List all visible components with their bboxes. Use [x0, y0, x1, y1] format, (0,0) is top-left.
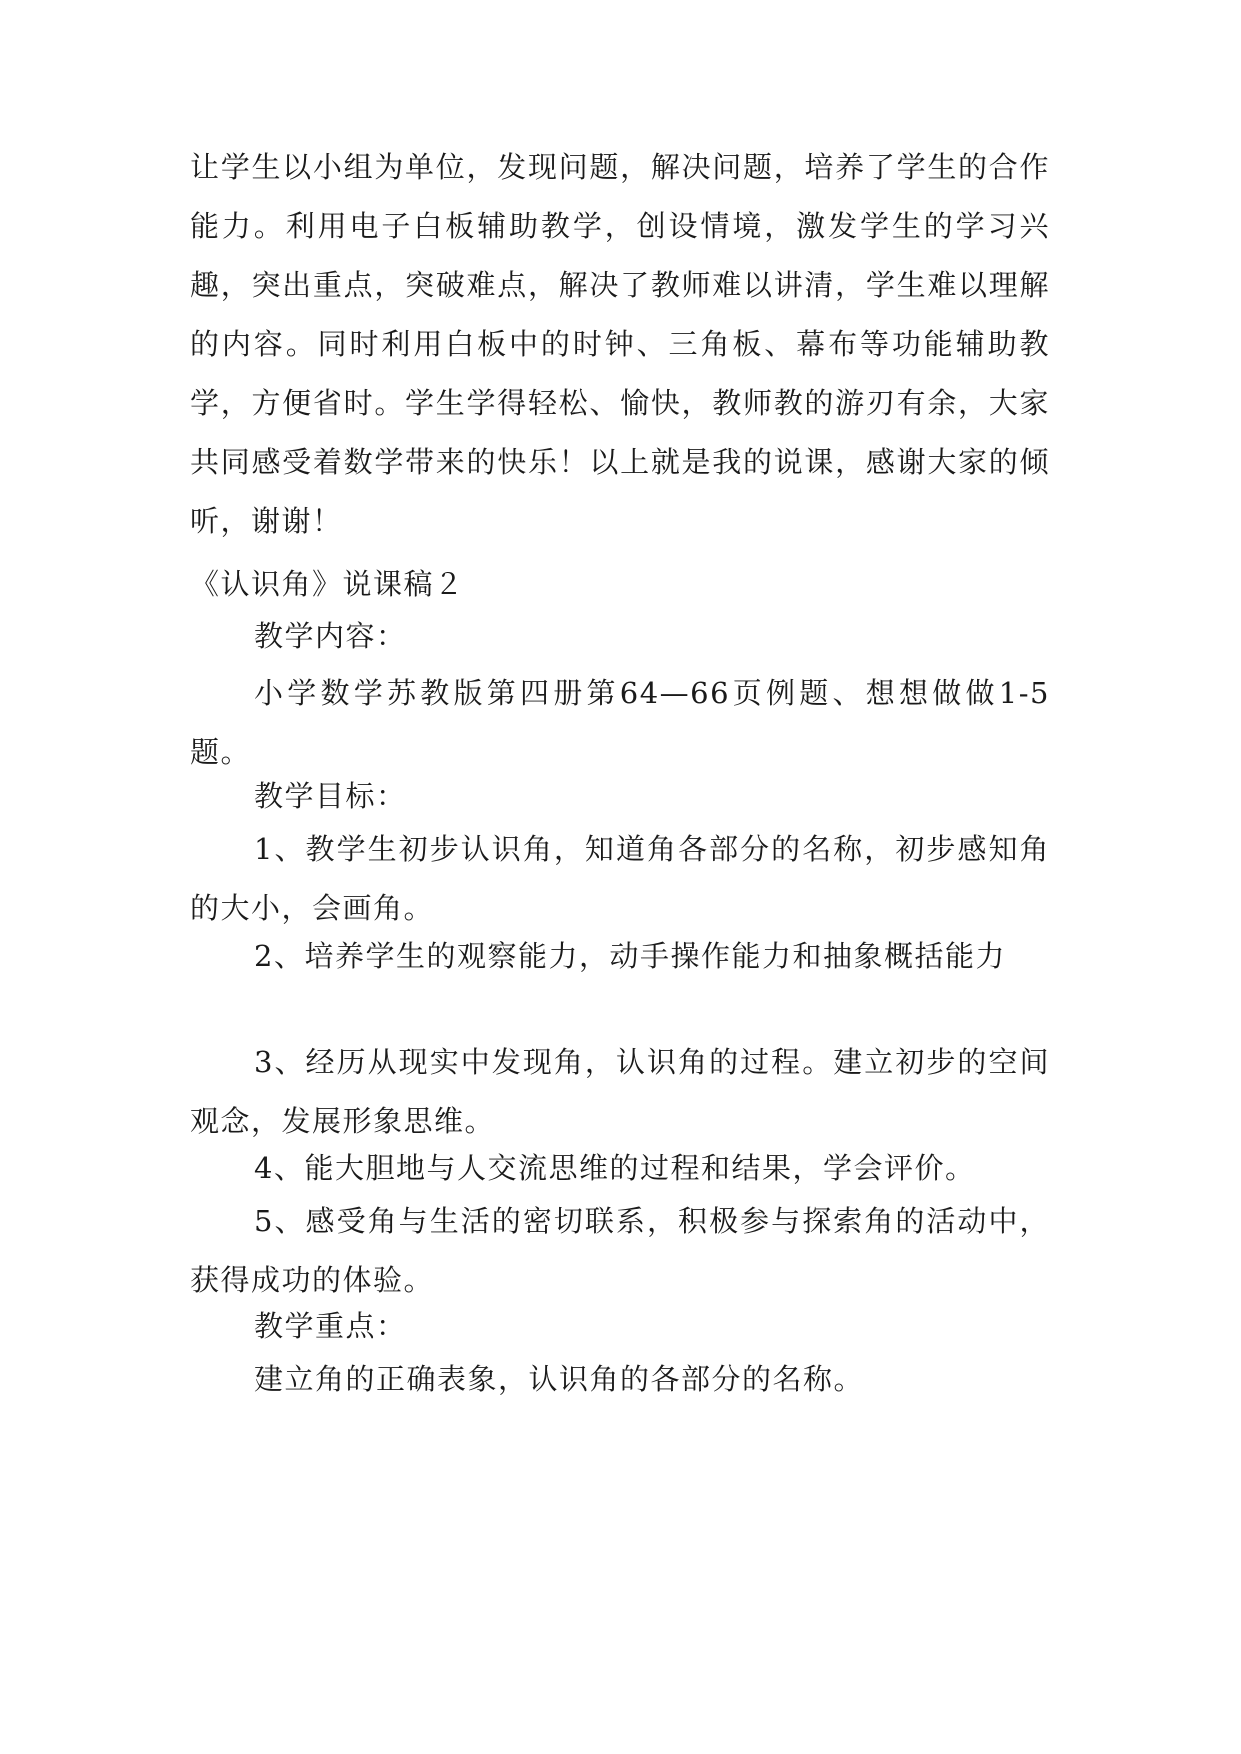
- goal-2: 2、培养学生的观察能力，动手操作能力和抽象概括能力: [254, 939, 1006, 973]
- goal-3: 3、经历从现实中发现角，认识角的过程。建立初步的空间观念，发展形象思维。: [190, 1045, 1050, 1138]
- goal-4: 4、能大胆地与人交流思维的过程和结果，学会评价。: [254, 1151, 976, 1185]
- goal-1: 1、教学生初步认识角，知道角各部分的名称，初步感知角的大小，会画角。: [190, 832, 1050, 925]
- content-text: 小学数学苏教版第四册第64—66页例题、想想做做1-5题。: [190, 676, 1050, 769]
- key-heading: 教学重点：: [254, 1309, 407, 1343]
- key-text: 建立角的正确表象，认识角的各部分的名称。: [254, 1362, 865, 1396]
- goals-heading: 教学目标：: [254, 779, 407, 813]
- goal-5: 5、感受角与生活的密切联系，积极参与探索角的活动中，获得成功的体验。: [190, 1204, 1050, 1297]
- section-title: 《认识角》说课稿２: [190, 567, 465, 601]
- content-heading: 教学内容：: [254, 619, 407, 653]
- closing-paragraph: 让学生以小组为单位，发现问题，解决问题，培养了学生的合作能力。利用电子白板辅助教学，创设情境，激发学生的学习兴趣，突出重点，突破难点，解决了教师难以讲清，学生难以理解的内容。同时利用白板中的时钟、三角板、幕布等功能辅助教学，方便省时。学生学得轻松、愉快，教师教的游刃有余，大家共同感受着数学带来的快乐！以上就是我的说课，感谢大家的倾听，谢谢！: [190, 150, 1050, 538]
